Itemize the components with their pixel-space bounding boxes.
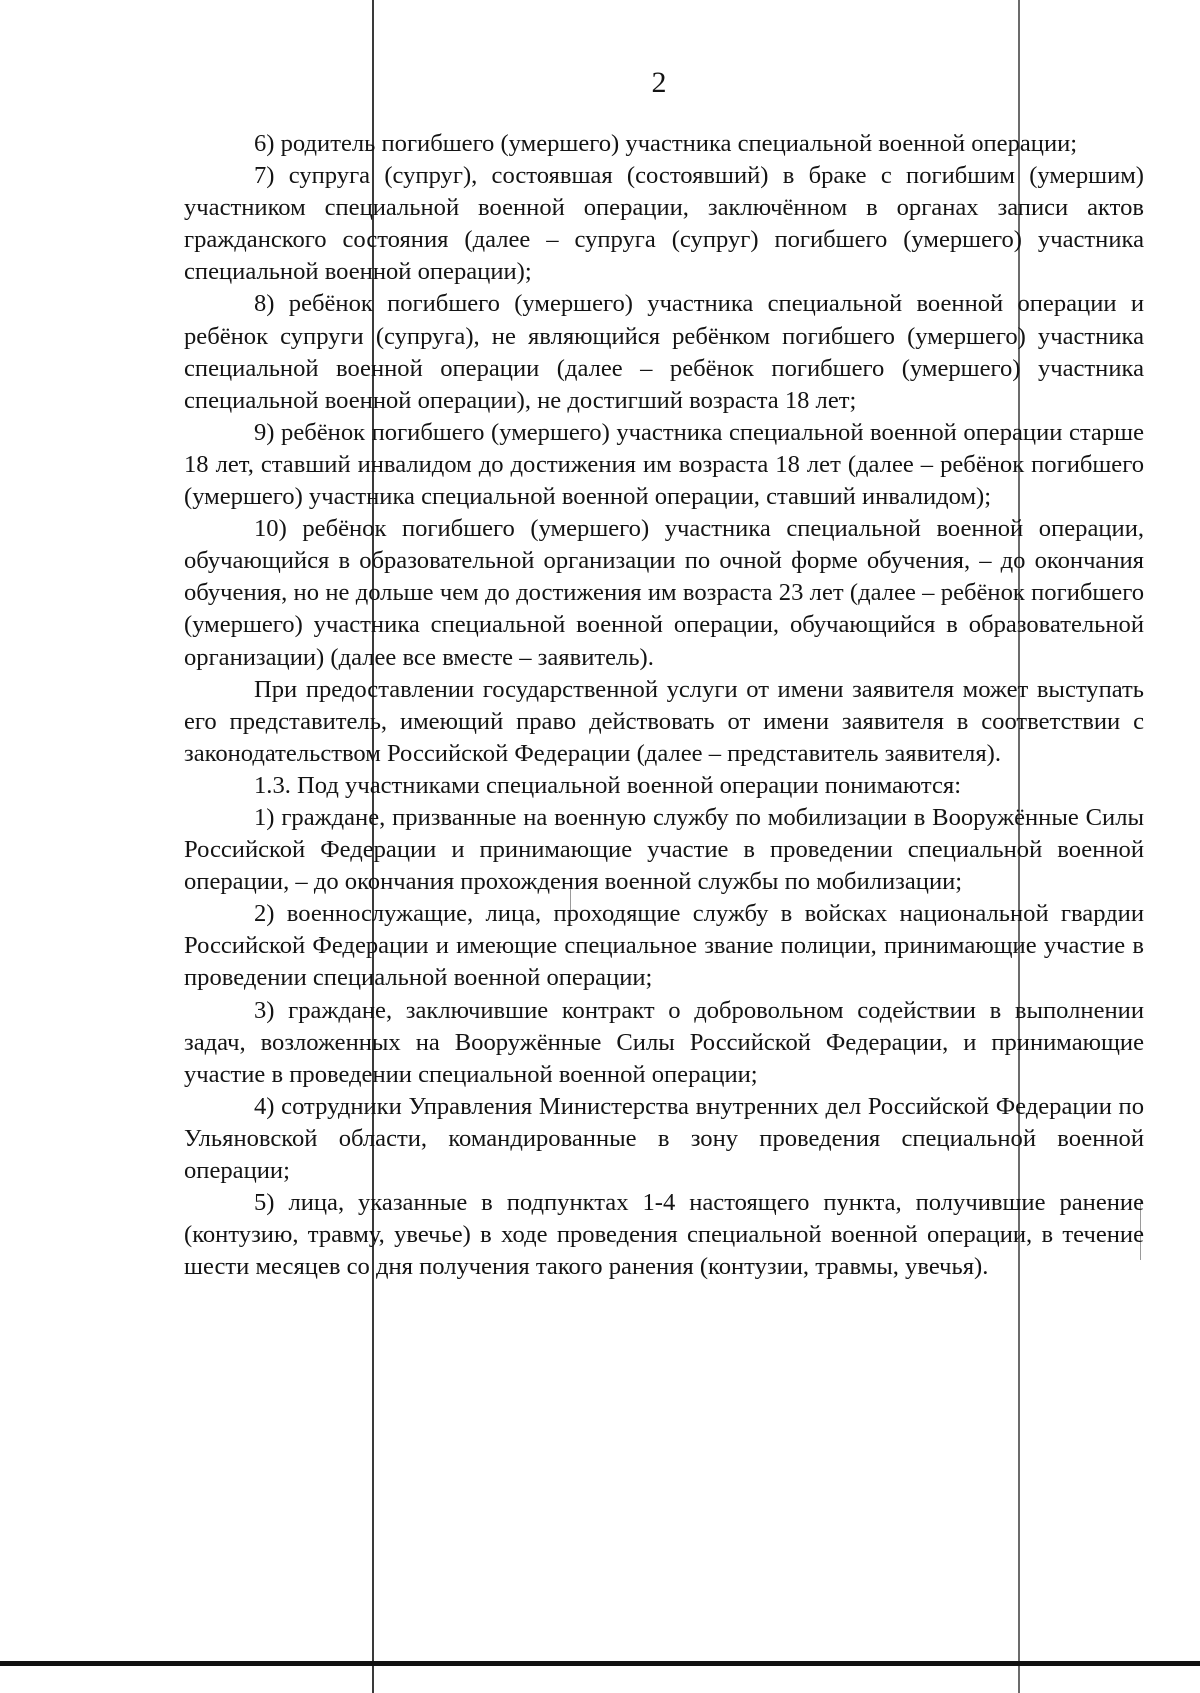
paragraph-participant-3: 3) граждане, заключившие контракт о добровольном содействии в выполнении задач, возложенных на Вооружённые Силы Российской Федерации, и принимающие участие в проведении специальной военной операции;	[184, 996, 1144, 1088]
paragraph-item-10: 10) ребёнок погибшего (умершего) участника специальной военной операции, обучающийся в образовательной организации по очной форме обучения, – до окончания обучения, но не дольше чем до достижения им возраста 23 лет (далее – ребёнок погибшего (умершего) участника специальной военной операции, обучающийся в образовательной организации) (далее все вместе – заявитель).	[184, 515, 1144, 671]
paragraph-representative: При предоставлении государственной услуги от имени заявителя может выступать его представитель, имеющий право действовать от имени заявителя в соответствии с законодательством Российской Федерации (далее – представитель заявителя).	[184, 675, 1144, 767]
paragraph-participant-5: 5) лица, указанные в подпунктах 1-4 настоящего пункта, получившие ранение (контузию, травму, увечье) в ходе проведения специальной военной операции, в течение шести месяцев со дня получения такого ранения (контузии, травмы, увечья).	[184, 1189, 1144, 1281]
page-number: 2	[651, 66, 667, 99]
paragraph-participant-2: 2) военнослужащие, лица, проходящие службу в войсках национальной гвардии Российской Федерации и имеющие специальное звание полиции, принимающие участие в проведении специальной военной операции;	[184, 900, 1144, 992]
paragraph-participant-1: 1) граждане, призванные на военную службу по мобилизации в Вооружённые Силы Российской Федерации и принимающие участие в проведении специальной военной операции, – до окончания прохождения военной службы по мобилизации;	[184, 803, 1144, 896]
scan-artifact-bottom-edge	[0, 1661, 1200, 1666]
paragraph-item-8: 8) ребёнок погибшего (умершего) участника специальной военной операции и ребёнок супруги (супруга), не являющийся ребёнком погибшего (умершего) участника специальной военной операции (далее – ребёнок погибшего (умершего) участника специальной военной операции), не достигший возраста 18 лет;	[184, 290, 1144, 414]
paragraph-item-9: 9) ребёнок погибшего (умершего) участника специальной военной операции старше 18 лет, ставший инвалидом до достижения им возраста 18 лет (далее – ребёнок погибшего (умершего) участника специальной военной операции, ставший инвалидом);	[184, 418, 1144, 511]
document-body	[184, 128, 1144, 1283]
section-heading-1-3: 1.3. Под участниками специальной военной операции понимаются:	[254, 771, 962, 799]
paragraph-item-6: 6) родитель погибшего (умершего) участника специальной военной операции;	[254, 130, 1078, 157]
paragraph-item-7: 7) супруга (супруг), состоявшая (состоявший) в браке с погибшим (умершим) участником специальной военной операции, заключённом в органах записи актов гражданского состояния (далее – супруга (супруг) погибшего (умершего) участника специальной военной операции);	[184, 162, 1144, 286]
paragraph-participant-4: 4) сотрудники Управления Министерства внутренних дел Российской Федерации по Ульяновской области, командированные в зону проведения специальной военной операции;	[184, 1092, 1144, 1184]
